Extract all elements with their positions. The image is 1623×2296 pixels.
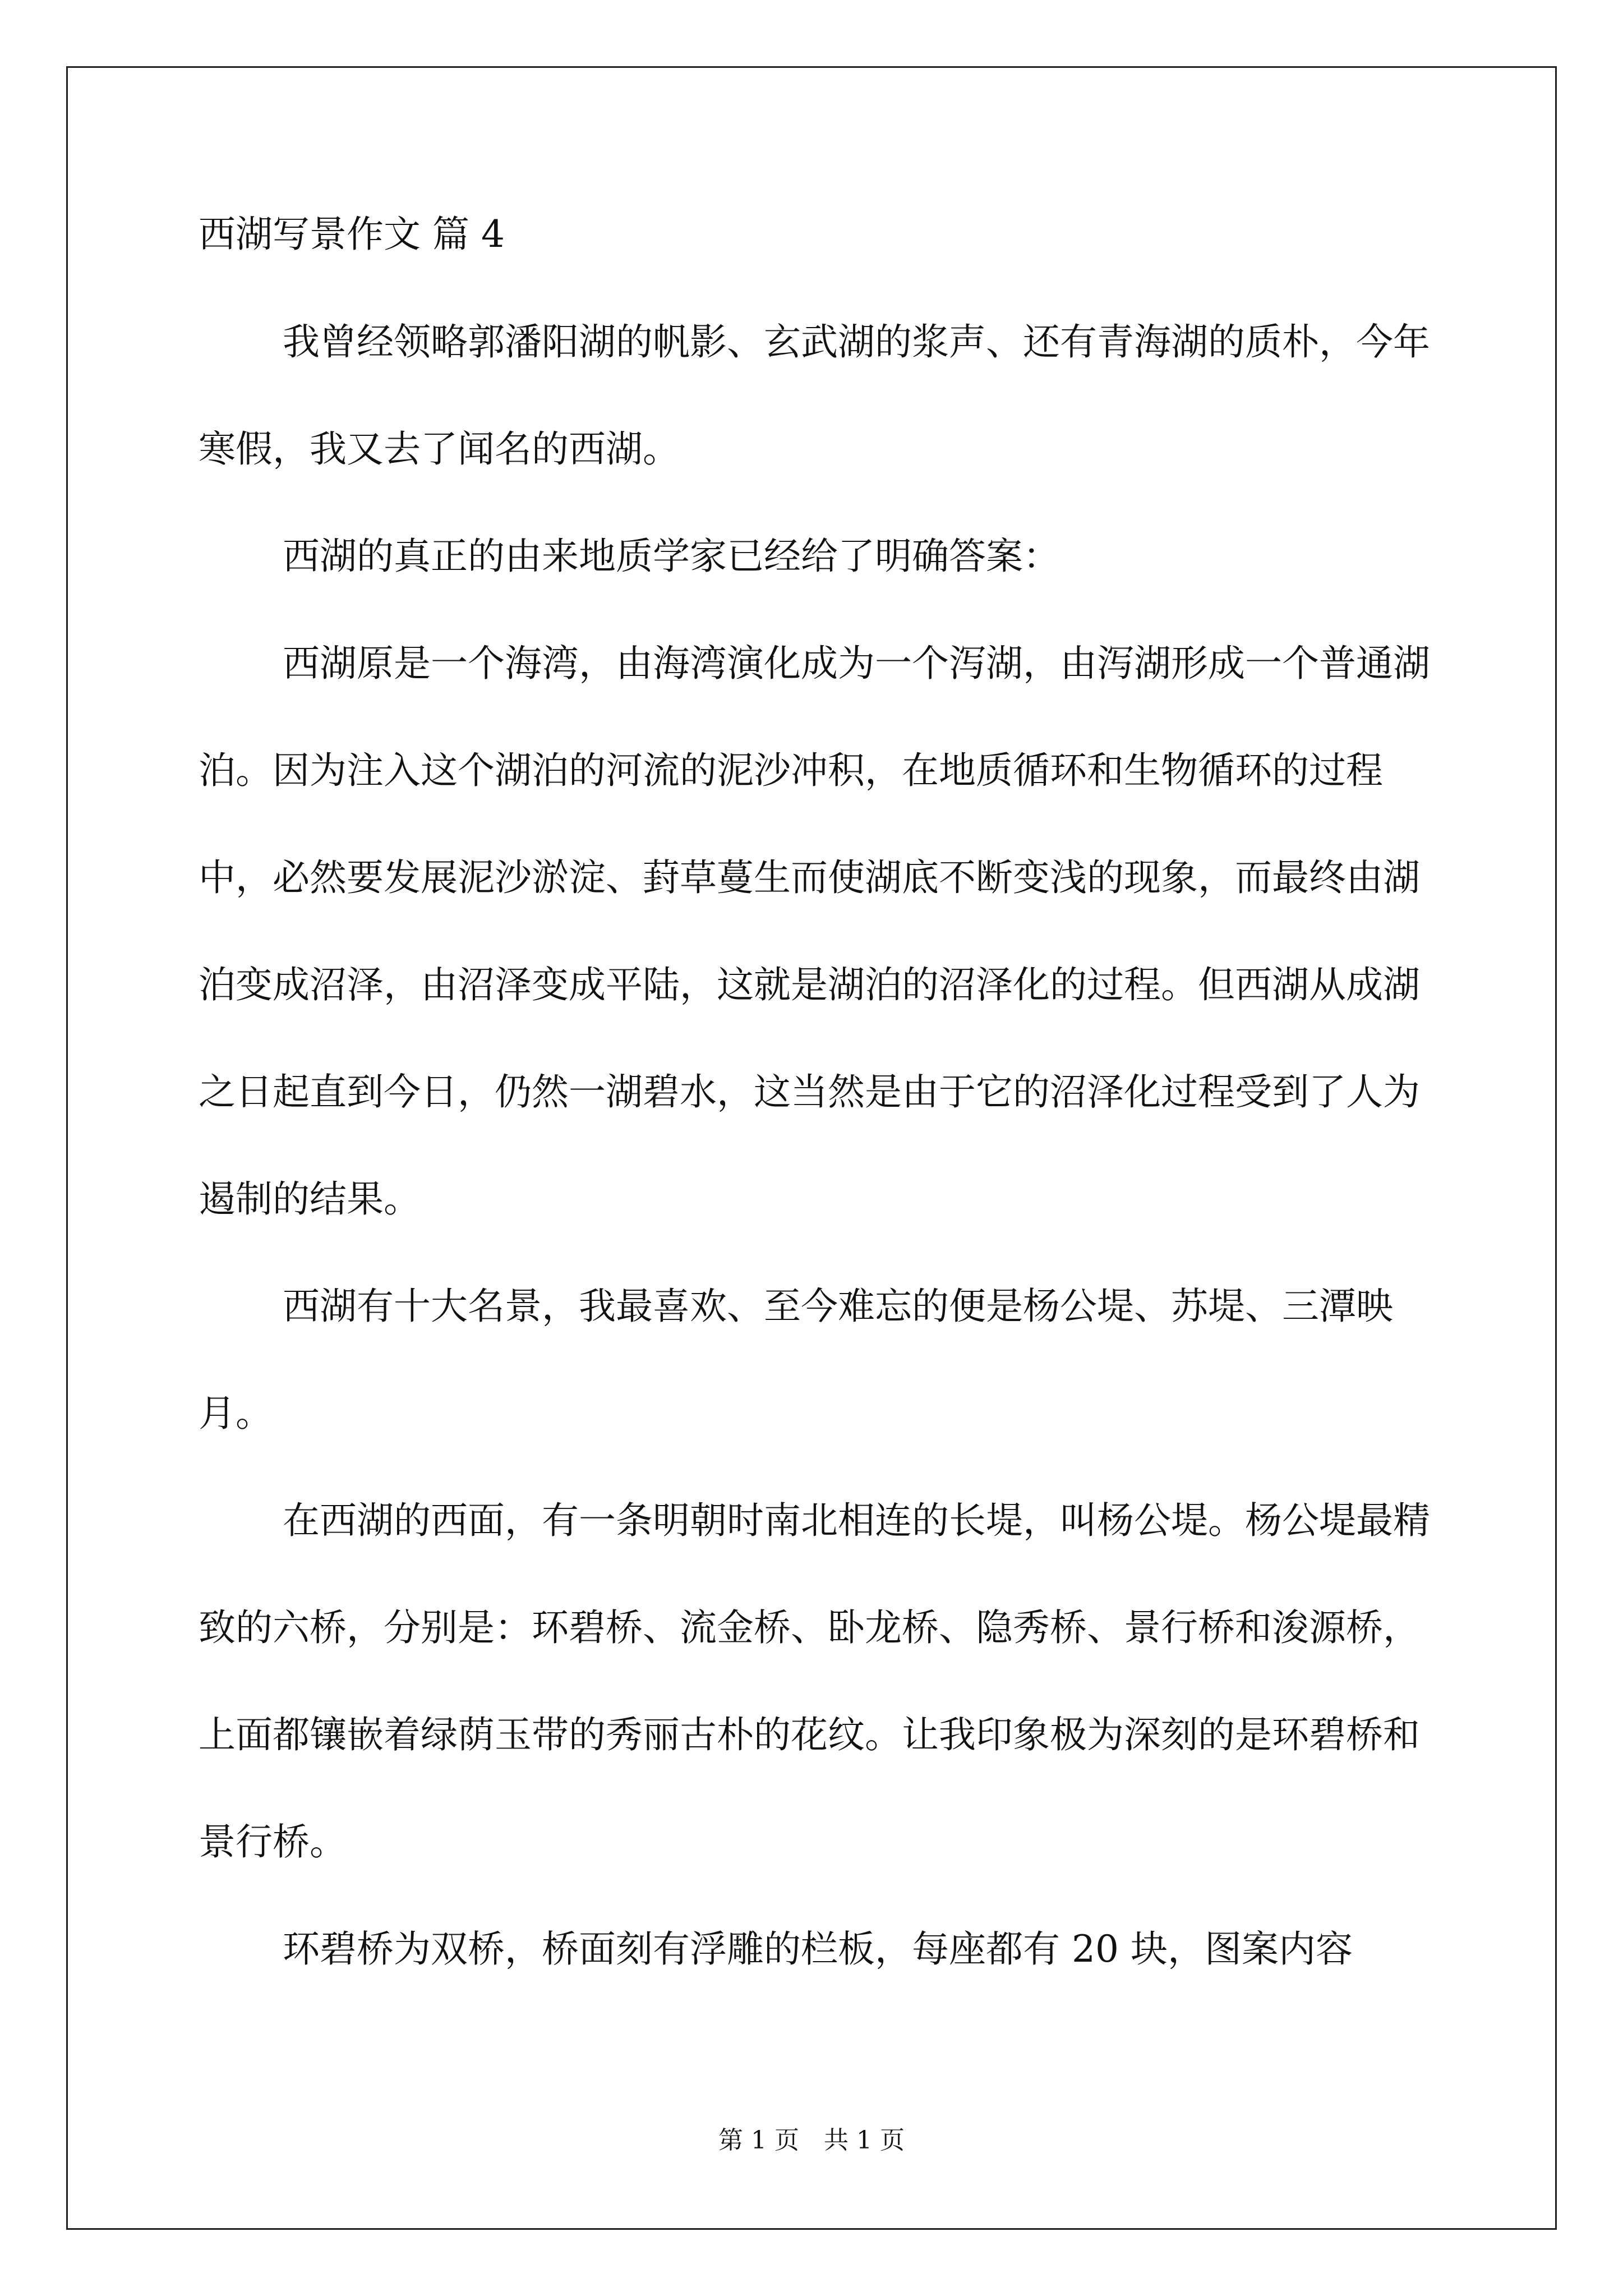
document-body xyxy=(199,208,1432,2030)
paragraph: 环碧桥为双桥，桥面刻有浮雕的栏板，每座都有 20 块，图案内容 xyxy=(283,1927,1353,1971)
paragraph: 我曾经领略郭潘阳湖的帆影、玄武湖的浆声、还有青海湖的质朴，今年寒假，我又去了闻名的西湖。 xyxy=(199,320,1430,471)
paragraph: 西湖原是一个海湾，由海湾演化成为一个泻湖，由泻湖形成一个普通湖泊。因为注入这个湖泊的河流的泥沙冲积，在地质循环和生物循环的过程中，必然要发展泥沙淤淀、葑草蔓生而使湖底不断变浅的现象，而最终由湖泊变成沼泽，由沼泽变成平陆，这就是湖泊的沼泽化的过程。但西湖从成湖之日起直到今日，仍然一湖碧水，这当然是由于它的沼泽化过程受到了人为遏制的结果。 xyxy=(199,642,1430,1221)
paragraph: 在西湖的西面，有一条明朝时南北相连的长堤，叫杨公堤。杨公堤最精致的六桥，分别是：环碧桥、流金桥、卧龙桥、隐秀桥、景行桥和浚源桥，上面都镶嵌着绿荫玉带的秀丽古朴的花纹。让我印象极为深刻的是环碧桥和景行桥。 xyxy=(199,1499,1430,1864)
document-title: 西湖写景作文 篇 4 xyxy=(199,213,505,256)
paragraph: 西湖的真正的由来地质学家已经给了明确答案： xyxy=(283,535,1060,578)
paragraph: 西湖有十大名景，我最喜欢、至今难忘的便是杨公堤、苏堤、三潭映月。 xyxy=(199,1285,1393,1435)
page-footer: 第 1 页 共 1 页 xyxy=(718,2126,905,2155)
